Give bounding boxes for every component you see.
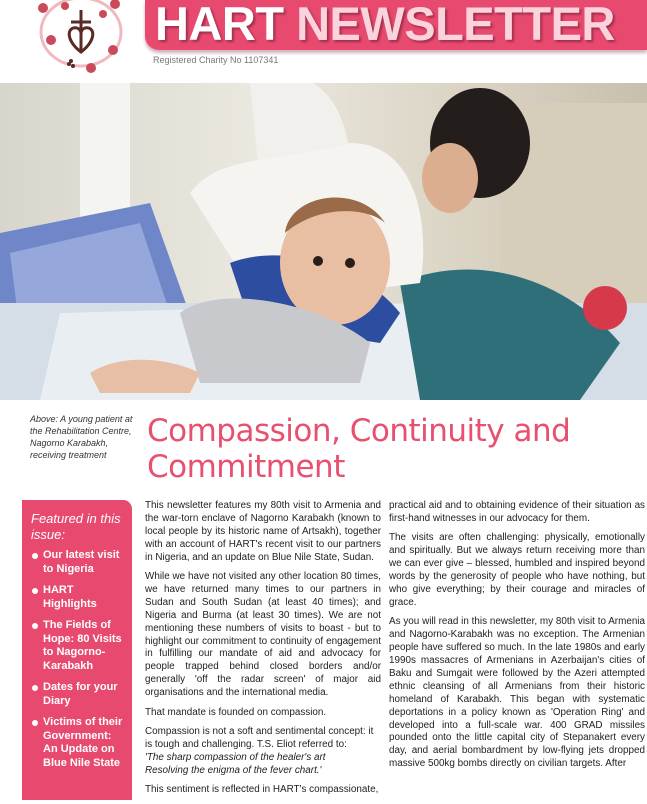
article-column-1 bbox=[145, 500, 381, 804]
featured-in-this-issue-panel bbox=[22, 500, 132, 800]
registered-charity-number: Registered Charity No 1107341 bbox=[153, 55, 279, 65]
article-headline: Compassion, Continuity and Commitment bbox=[147, 413, 571, 485]
featured-item: Our latest visit to Nigeria bbox=[31, 549, 128, 576]
paragraph: That mandate is founded on compassion. bbox=[145, 706, 327, 718]
cover-photo bbox=[0, 83, 647, 400]
photo-caption: Above: A young patient at the Rehabilitation Centre, Nagorno Karabakh, receiving treatment bbox=[30, 414, 133, 460]
paragraph: This sentiment is reflected in HART's compassionate, bbox=[145, 784, 379, 796]
paragraph: The visits are often challenging: physically, emotionally and spiritually. But we always return receiving more than we can ever give – blessed, humbled and inspired beyond words by the generosity of people who have nothing, but who give everything; by their courage and miracles of grace. bbox=[389, 532, 645, 608]
article-column-2 bbox=[389, 500, 645, 778]
paragraph: As you will read in this newsletter, my 80th visit to Armenia and Nagorno-Karabakh was no exception. The Armenian people have suffered so much. In the late 1980s and early 1990s massacres of Armenians in Azerbaijan's cities of Baku and Sumgait were followed by the Azeri attempted ethnic cleansing of all Armenians from their historic homeland of Karabakh. This began with systematic deportations in a policy known as 'Operation Ring' and developed into a full-scale war. 400 GRAD missiles pounded onto the little capital city of Stepanakert every day, and aerial bombardment by low-flying jets dropped massive 500kg bombs directly on civilian targets. After bbox=[389, 616, 645, 770]
featured-item: HART Highlights bbox=[31, 584, 128, 611]
featured-item: The Fields of Hope: 80 Visits to Nagorno-Karabakh bbox=[31, 619, 128, 673]
newsletter-title-banner bbox=[145, 0, 647, 50]
paragraph: practical aid and to obtaining evidence of their situation as first-hand witnesses in our advocacy for them. bbox=[389, 500, 645, 524]
paragraph: While we have not visited any other location 80 times, we have returned many times to our partners in Sudan and South Sudan (at least 40 times); and Nigeria and Burma (at least 30 times). We are not mentioning these numbers of visits to boast - but to highlight our commitment to continuity of engagement in fulfilling our mandate of aid and advocacy for people trapped behind closed borders and/or generally 'off the radar screen' of major aid organisations and the international media. bbox=[145, 571, 381, 699]
paragraph: This newsletter features my 80th visit to Armenia and the war-torn enclave of Nagorno Karabakh (known to local people by its historic name of Artsakh), together with an account of HART's recent visit to our partners in Nigeria, and an update on Blue Nile State, Sudan. bbox=[145, 500, 381, 563]
featured-item: Victims of their Government: An Update on Blue Nile State bbox=[31, 716, 128, 770]
hart-logo bbox=[25, 0, 137, 78]
paragraph: Compassion is not a soft and sentimental concept: it is tough and challenging. T.S. Eliot referred to: bbox=[145, 726, 374, 750]
newsletter-title: HART NEWSLETTER bbox=[155, 0, 615, 50]
featured-item: Dates for your Diary bbox=[31, 681, 128, 708]
eliot-quote: 'The sharp compassion of the healer's art Resolving the enigma of the fever chart.' bbox=[145, 751, 326, 776]
featured-heading: Featured in this issue: bbox=[31, 511, 121, 542]
